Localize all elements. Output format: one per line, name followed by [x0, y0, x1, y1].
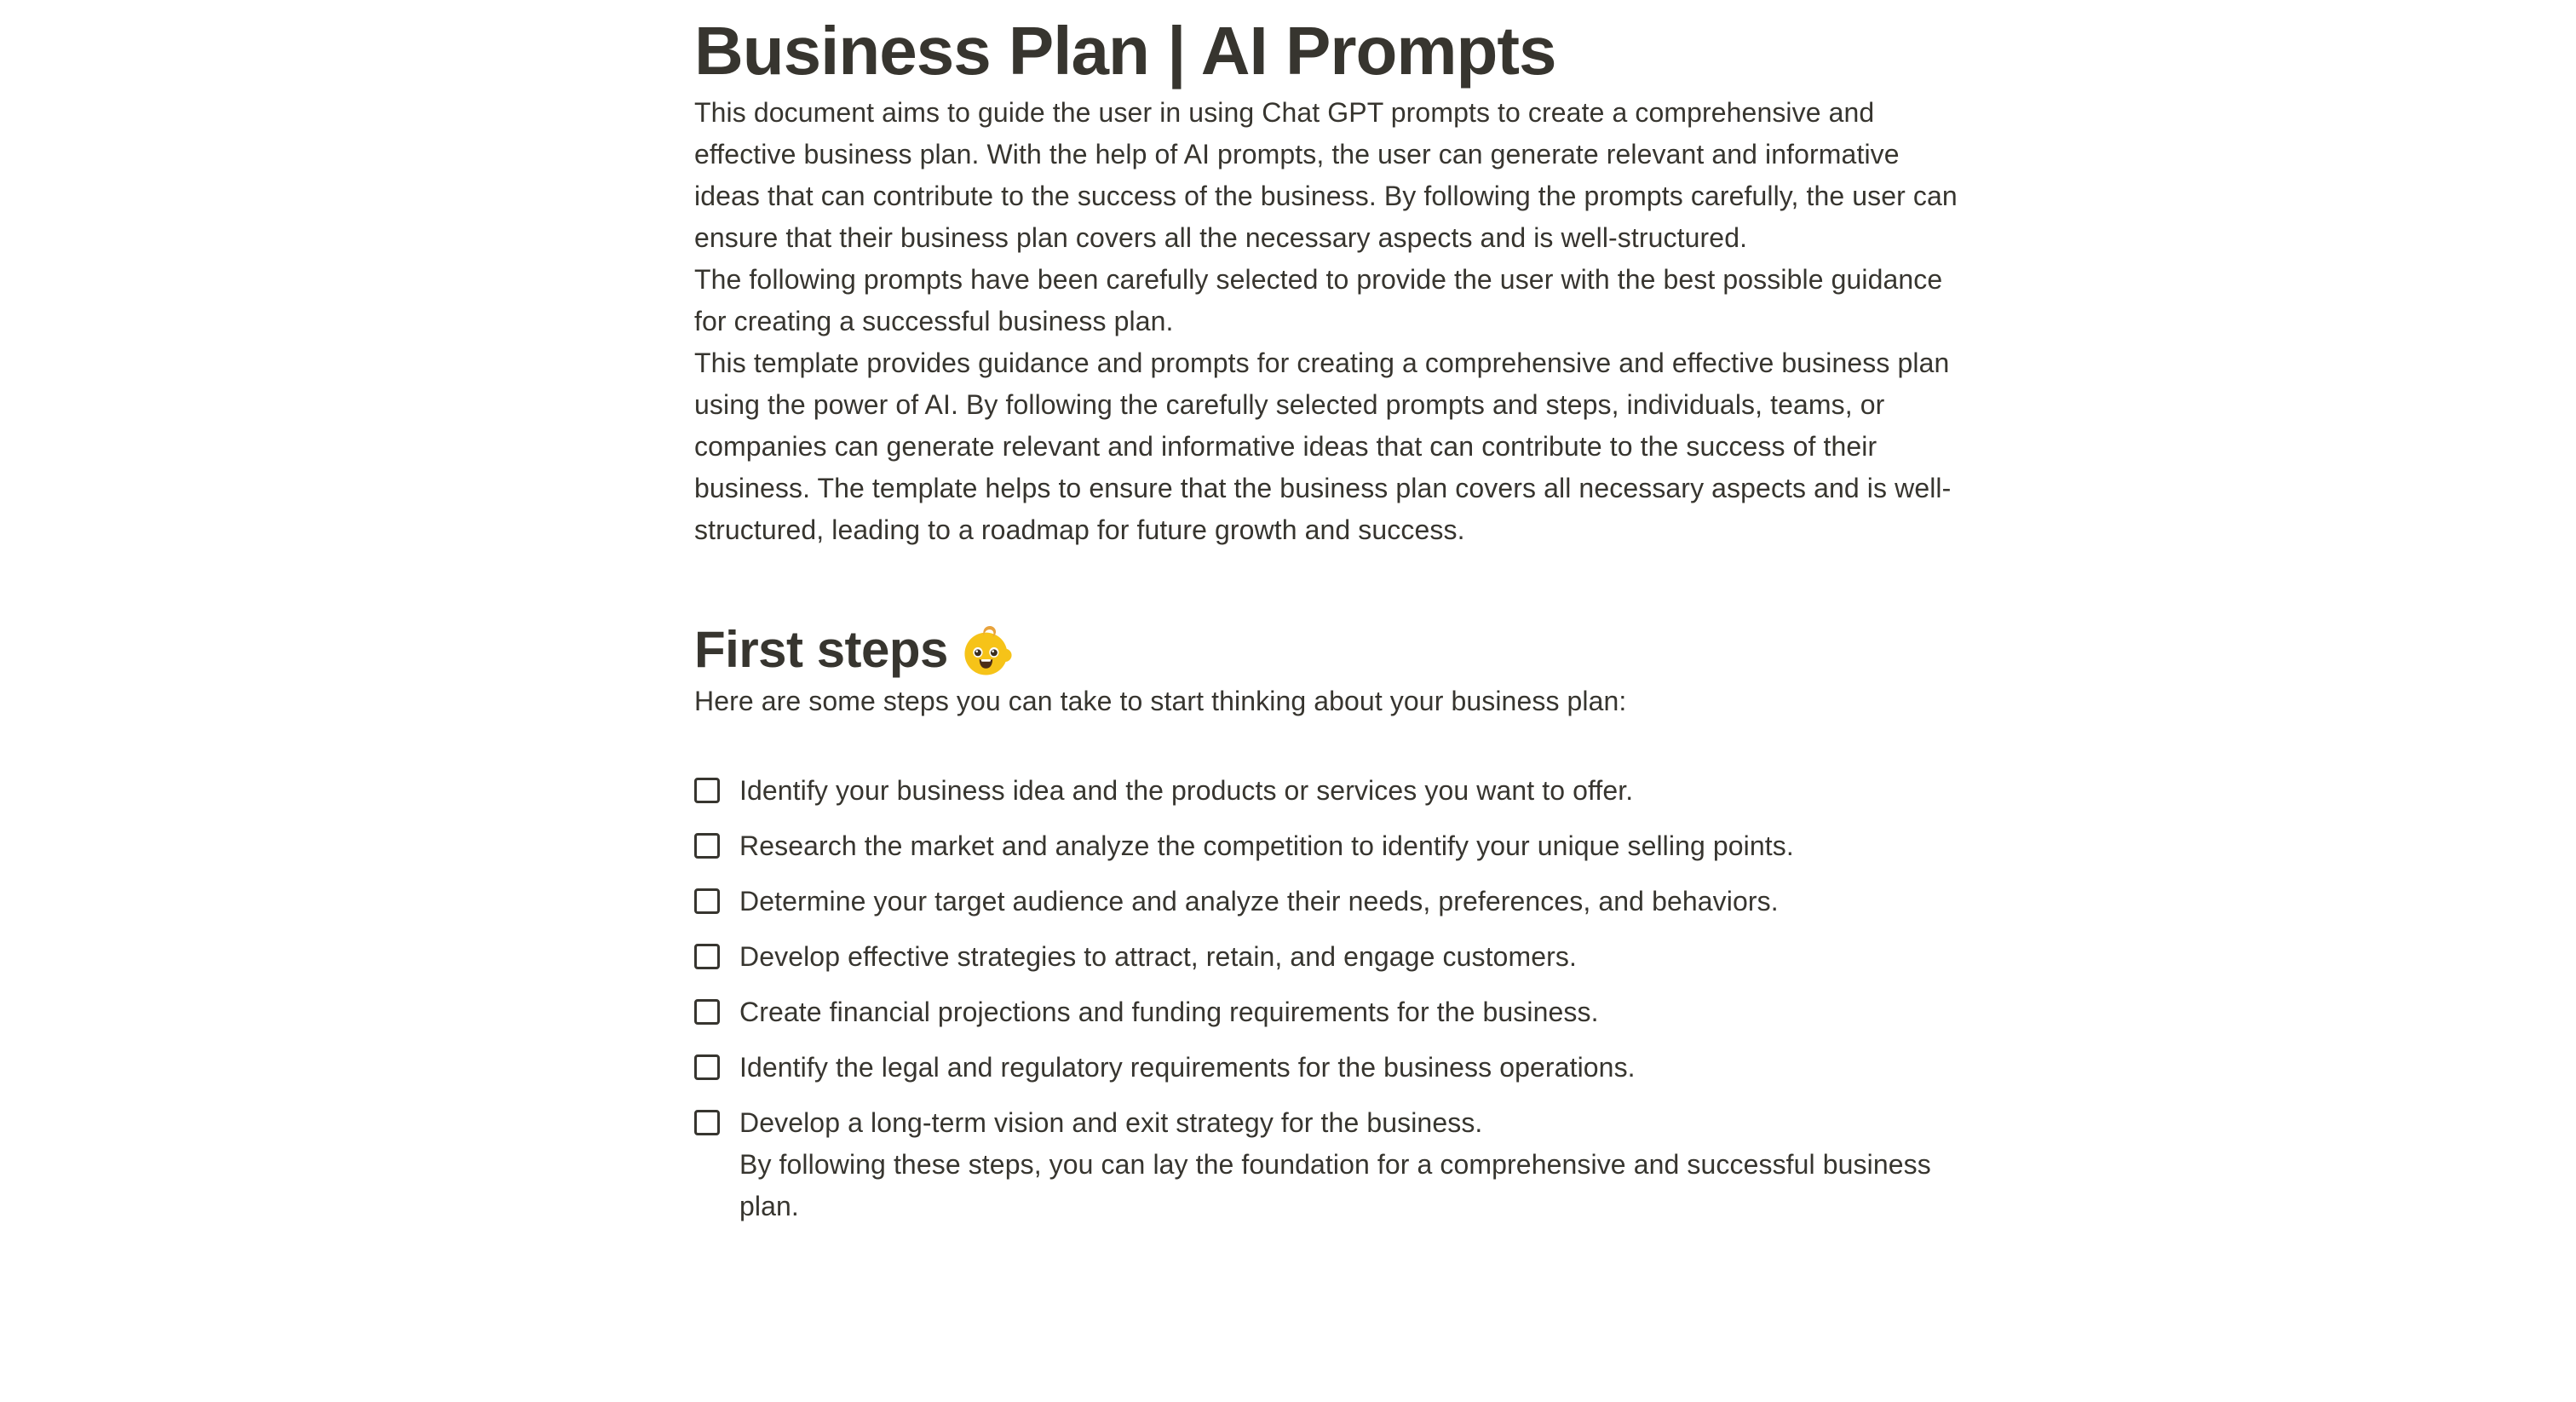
- todo-label: Determine your target audience and analyze their needs, preferences, and behaviors.: [739, 886, 1779, 916]
- todo-item: [694, 936, 1972, 978]
- section-heading-text: First steps: [694, 621, 948, 678]
- todo-text-block: [739, 1102, 1972, 1227]
- baby-emoji-icon: [962, 625, 1015, 678]
- document-page: [694, 0, 1972, 1241]
- todo-checkbox[interactable]: [694, 833, 720, 859]
- todo-label: Develop effective strategies to attract, retain, and engage customers.: [739, 941, 1577, 972]
- checklist: [694, 770, 1972, 1227]
- intro-paragraph: The following prompts have been carefully selected to provide the user with the best possible guidance for creating a successful business plan.: [694, 264, 1943, 336]
- todo-item: [694, 770, 1972, 812]
- intro-paragraph: This template provides guidance and prompts for creating a comprehensive and effective business plan using the power of AI. By following the carefully selected prompts and steps, individuals, teams, or companies can generate relevant and informative ideas that can contribute to the success of their business. The template helps to ensure that the business plan covers all necessary aspects and is well-structured, leading to a roadmap for future growth and success.: [694, 348, 1952, 545]
- todo-label: Identify your business idea and the products or services you want to offer.: [739, 775, 1634, 806]
- todo-label: Create financial projections and funding requirements for the business.: [739, 997, 1599, 1027]
- todo-label: Research the market and analyze the competition to identify your unique selling points.: [739, 830, 1794, 861]
- todo-label: Identify the legal and regulatory requirements for the business operations.: [739, 1052, 1636, 1083]
- todo-checkbox[interactable]: [694, 778, 720, 803]
- intro-paragraph: This document aims to guide the user in using Chat GPT prompts to create a comprehensive and effective business plan. With the help of AI prompts, the user can generate relevant and informative ideas that can contribute to the success of the business. By following the prompts carefully, the user can ensure that their business plan covers all the necessary aspects and is well-structured.: [694, 97, 1958, 253]
- todo-item: [694, 991, 1972, 1033]
- todo-checkbox[interactable]: [694, 888, 720, 914]
- todo-item: [694, 1047, 1972, 1089]
- todo-note: By following these steps, you can lay the foundation for a comprehensive and successful business plan.: [739, 1149, 1931, 1221]
- page-title: Business Plan | AI Prompts: [694, 13, 1556, 89]
- todo-item: [694, 881, 1972, 922]
- todo-checkbox[interactable]: [694, 1110, 720, 1135]
- section-heading: [694, 619, 1972, 681]
- todo-item: [694, 825, 1972, 867]
- todo-checkbox[interactable]: [694, 1054, 720, 1080]
- todo-checkbox[interactable]: [694, 944, 720, 969]
- todo-item: [694, 1102, 1972, 1227]
- todo-label: Develop a long-term vision and exit strategy for the business.: [739, 1107, 1483, 1138]
- todo-checkbox[interactable]: [694, 999, 720, 1025]
- section-intro: Here are some steps you can take to start thinking about your business plan:: [694, 686, 1627, 716]
